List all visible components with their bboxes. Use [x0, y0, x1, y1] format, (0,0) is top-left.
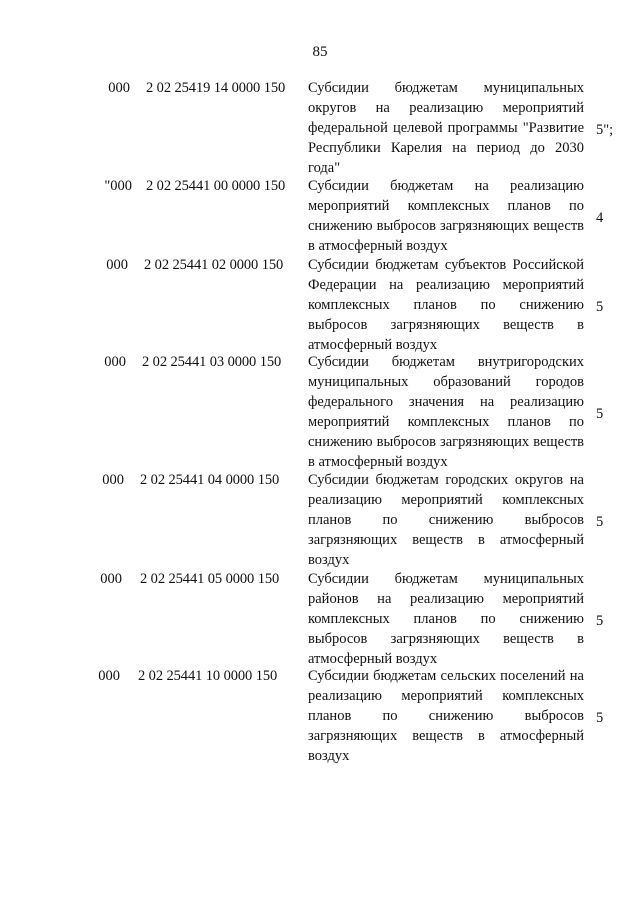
row-description: Субсидии бюджетам городских округов на реализацию мероприятий комплексных планов по снижению выбросов загрязняющих веществ в атмосферный воздух [308, 472, 584, 568]
row-prefix: 000 [108, 80, 130, 96]
row-prefix: 000 [102, 472, 124, 488]
budget-code: 2 02 25441 03 0000 150 [142, 354, 282, 370]
row-value: 4 [596, 210, 604, 226]
budget-code: 2 02 25419 14 0000 150 [146, 80, 286, 96]
row-value: 5 [596, 406, 604, 422]
row-prefix: 000 [100, 571, 122, 587]
row-description: Субсидии бюджетам на реализацию мероприятий комплексных планов по снижению выбросов загрязняющих веществ в атмосферный воздух [308, 178, 584, 254]
budget-code: 2 02 25441 05 0000 150 [140, 571, 280, 587]
row-prefix: 000 [98, 668, 120, 684]
row-prefix: "000 [104, 178, 132, 194]
row-value: 5"; [596, 122, 614, 138]
row-value: 5 [596, 514, 604, 530]
row-description: Субсидии бюджетам субъектов Российской Федерации на реализацию мероприятий комплексных планов по снижению выбросов загрязняющих веществ в атмосферный воздух [308, 257, 584, 353]
row-value: 5 [596, 613, 604, 629]
row-description: Субсидии бюджетам внутригородских муниципальных образований городов федерального значения на реализацию мероприятий комплексных планов по снижению выбросов загрязняющих веществ в атмосферный воздух [308, 354, 584, 470]
row-prefix: 000 [106, 257, 128, 273]
budget-code: 2 02 25441 10 0000 150 [138, 668, 278, 684]
row-value: 5 [596, 299, 604, 315]
row-description: Субсидии бюджетам муниципальных округов на реализацию мероприятий федеральной целевой программы "Развитие Республики Карелия на период до 2030 года" [308, 80, 584, 176]
budget-code: 2 02 25441 02 0000 150 [144, 257, 284, 273]
row-description: Субсидии бюджетам сельских поселений на реализацию мероприятий комплексных планов по снижению выбросов загрязняющих веществ в атмосферный воздух [308, 668, 584, 764]
budget-code: 2 02 25441 04 0000 150 [140, 472, 280, 488]
page-number: 85 [312, 44, 328, 60]
row-description: Субсидии бюджетам муниципальных районов на реализацию мероприятий комплексных планов по снижению выбросов загрязняющих веществ в атмосферный воздух [308, 571, 584, 667]
row-value: 5 [596, 710, 604, 726]
budget-code: 2 02 25441 00 0000 150 [146, 178, 286, 194]
row-prefix: 000 [104, 354, 126, 370]
